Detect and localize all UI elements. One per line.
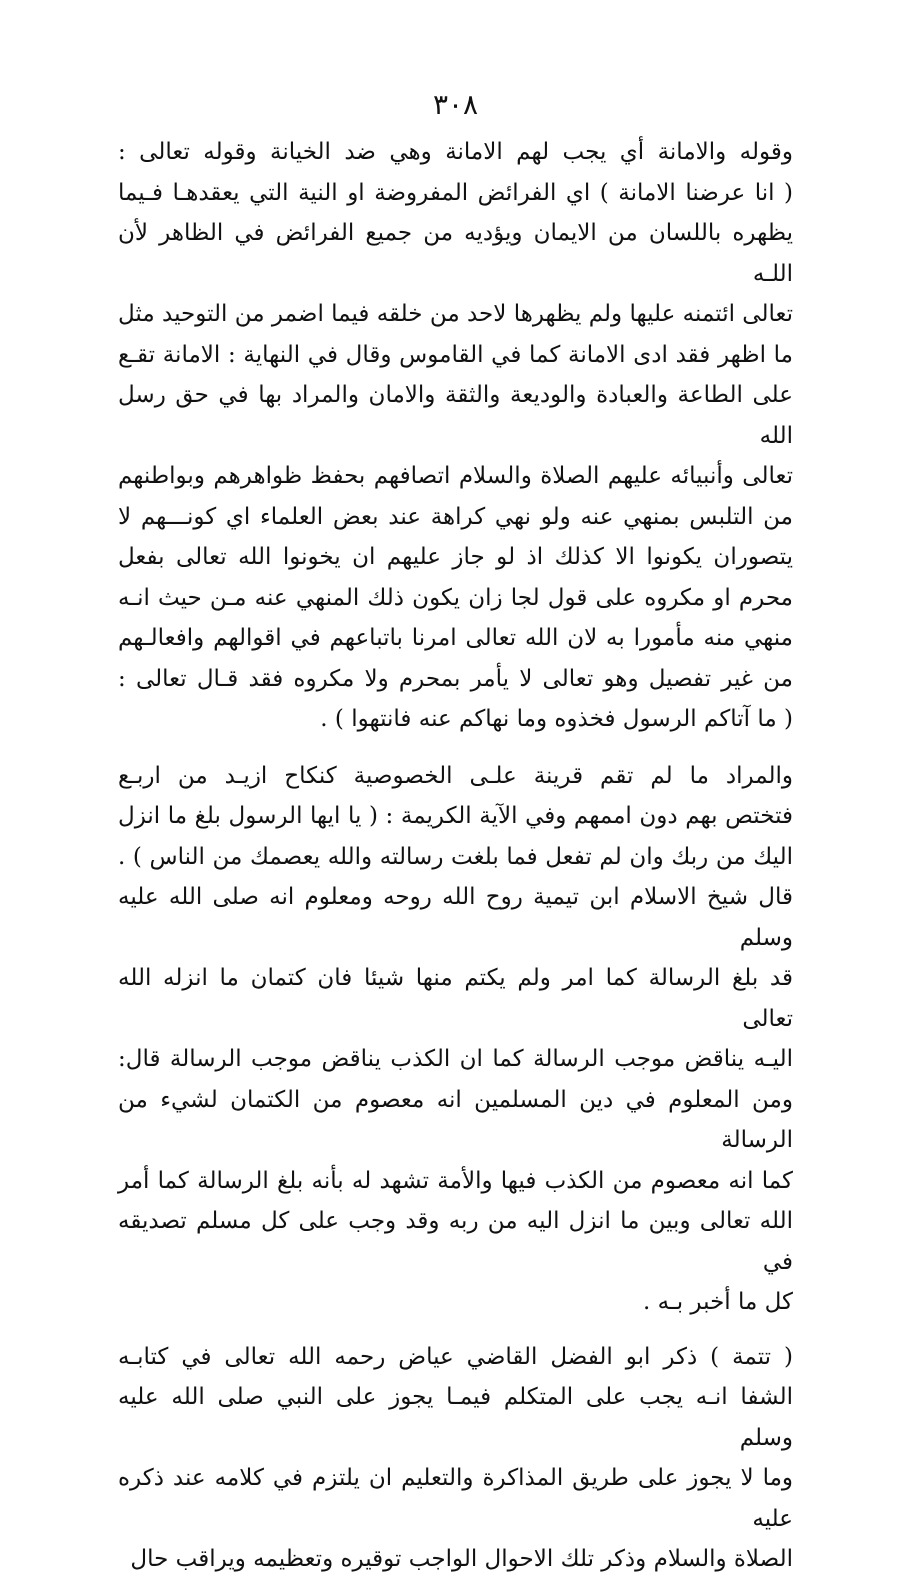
text-line: ( ما آتاكم الرسول فخذوه وما نهاكم عنه فانتهوا ) . xyxy=(320,706,793,732)
text-line: كما انه معصوم من الكذب فيها والأمة تشهد له بأنه بلغ الرسالة كما أمر xyxy=(118,1167,793,1194)
text-line: ما اظهر فقد ادى الامانة كما في القاموس وقال في النهاية : الامانة تقـع xyxy=(118,341,793,368)
text-line: منهي منه مأمورا به لان الله تعالى امرنا باتباعهم في اقوالهم وافعالـهم xyxy=(118,625,793,651)
text-line: من التلبس بمنهي عنه ولو نهي كراهة عند بعض العلماء اي كونـــهم لا xyxy=(118,503,793,530)
text-line: ( انا عرضنا الامانة ) اي الفرائض المفروضة او النية التي يعقدهـا فـيما xyxy=(118,179,793,206)
text-line: اليك من ربك وان لم تفعل فما بلغت رسالته والله يعصمك من الناس ) . xyxy=(118,843,793,870)
text-line: ( تتمة ) ذكر ابو الفضل القاضي عياض رحمه الله تعالى في كتابـه xyxy=(118,1343,793,1370)
text-line: من غير تفصيل وهو تعالى لا يأمر بمحرم ولا مكروه فقد قـال تعالى : xyxy=(118,665,793,692)
text-line: اليـه يناقض موجب الرسالة كما ان الكذب يناقض موجب الرسالة قال: xyxy=(118,1046,793,1072)
text-line: محرم او مكروه على قول لجا زان يكون ذلك المنهي عنه مـن حيث انـه xyxy=(118,584,793,611)
text-line: ومن المعلوم في دين المسلمين انه معصوم من الكتمان لشيء من الرسالة xyxy=(118,1086,793,1153)
text-line: قال شيخ الاسلام ابن تيمية روح الله روحه ومعلوم انه صلى الله عليه وسلم xyxy=(118,884,793,951)
text-line: على الطاعة والعبادة والوديعة والثقة والامان والمراد بها في حق رسل الله xyxy=(118,382,793,449)
text-line: قد بلغ الرسالة كما امر ولم يكتم منها شيئا فان كتمان ما انزله الله تعالى xyxy=(118,965,793,1032)
text-line: فتختص بهم دون اممهم وفي الآية الكريمة : ( يا ايها الرسول بلغ ما انزل xyxy=(118,803,793,829)
text-line: الصلاة والسلام وذكر تلك الاحوال الواجب توقيره وتعظيمه ويراقب حال xyxy=(130,1546,793,1572)
page-body xyxy=(118,132,793,1580)
text-line: يتصوران يكونوا الا كذلك اذ لو جاز عليهم ان يخونوا الله تعالى بفعل xyxy=(118,544,793,570)
text-line: يظهره باللسان من الايمان ويؤديه من جميع الفرائض في الظاهر لأن اللـه xyxy=(118,220,793,287)
page-number: ٣٠٨ xyxy=(432,88,479,121)
text-line: الشفا انـه يجب على المتكلم فيمـا يجوز على النبي صلى الله عليه وسلم xyxy=(118,1384,793,1451)
text-line: والمراد ما لم تقم قرينة علـى الخصوصية كنكاح ازيـد من اربـع xyxy=(118,762,793,789)
text-line: وما لا يجوز على طريق المذاكرة والتعليم ان يلتزم في كلامه عند ذكره عليه xyxy=(118,1465,793,1532)
text-line: وقوله والامانة أي يجب لهم الامانة وهي ضد الخيانة وقوله تعالى : xyxy=(118,139,793,165)
paragraph-2 xyxy=(118,756,793,1323)
text-line: الله تعالى وبين ما انزل اليه من ربه وقد وجب على كل مسلم تصديقه في xyxy=(118,1208,793,1275)
paragraph-1 xyxy=(118,132,793,740)
text-line: تعالى ائتمنه عليها ولم يظهرها لاحد من خلقه فيما اضمر من التوحيد مثل xyxy=(118,301,793,327)
text-line: كل ما أخبر بـه . xyxy=(643,1289,793,1315)
paragraph-3 xyxy=(118,1337,793,1580)
text-line: تعالى وأنبيائه عليهم الصلاة والسلام اتصافهم بحفظ ظواهرهم وبواطنهم xyxy=(118,463,793,489)
